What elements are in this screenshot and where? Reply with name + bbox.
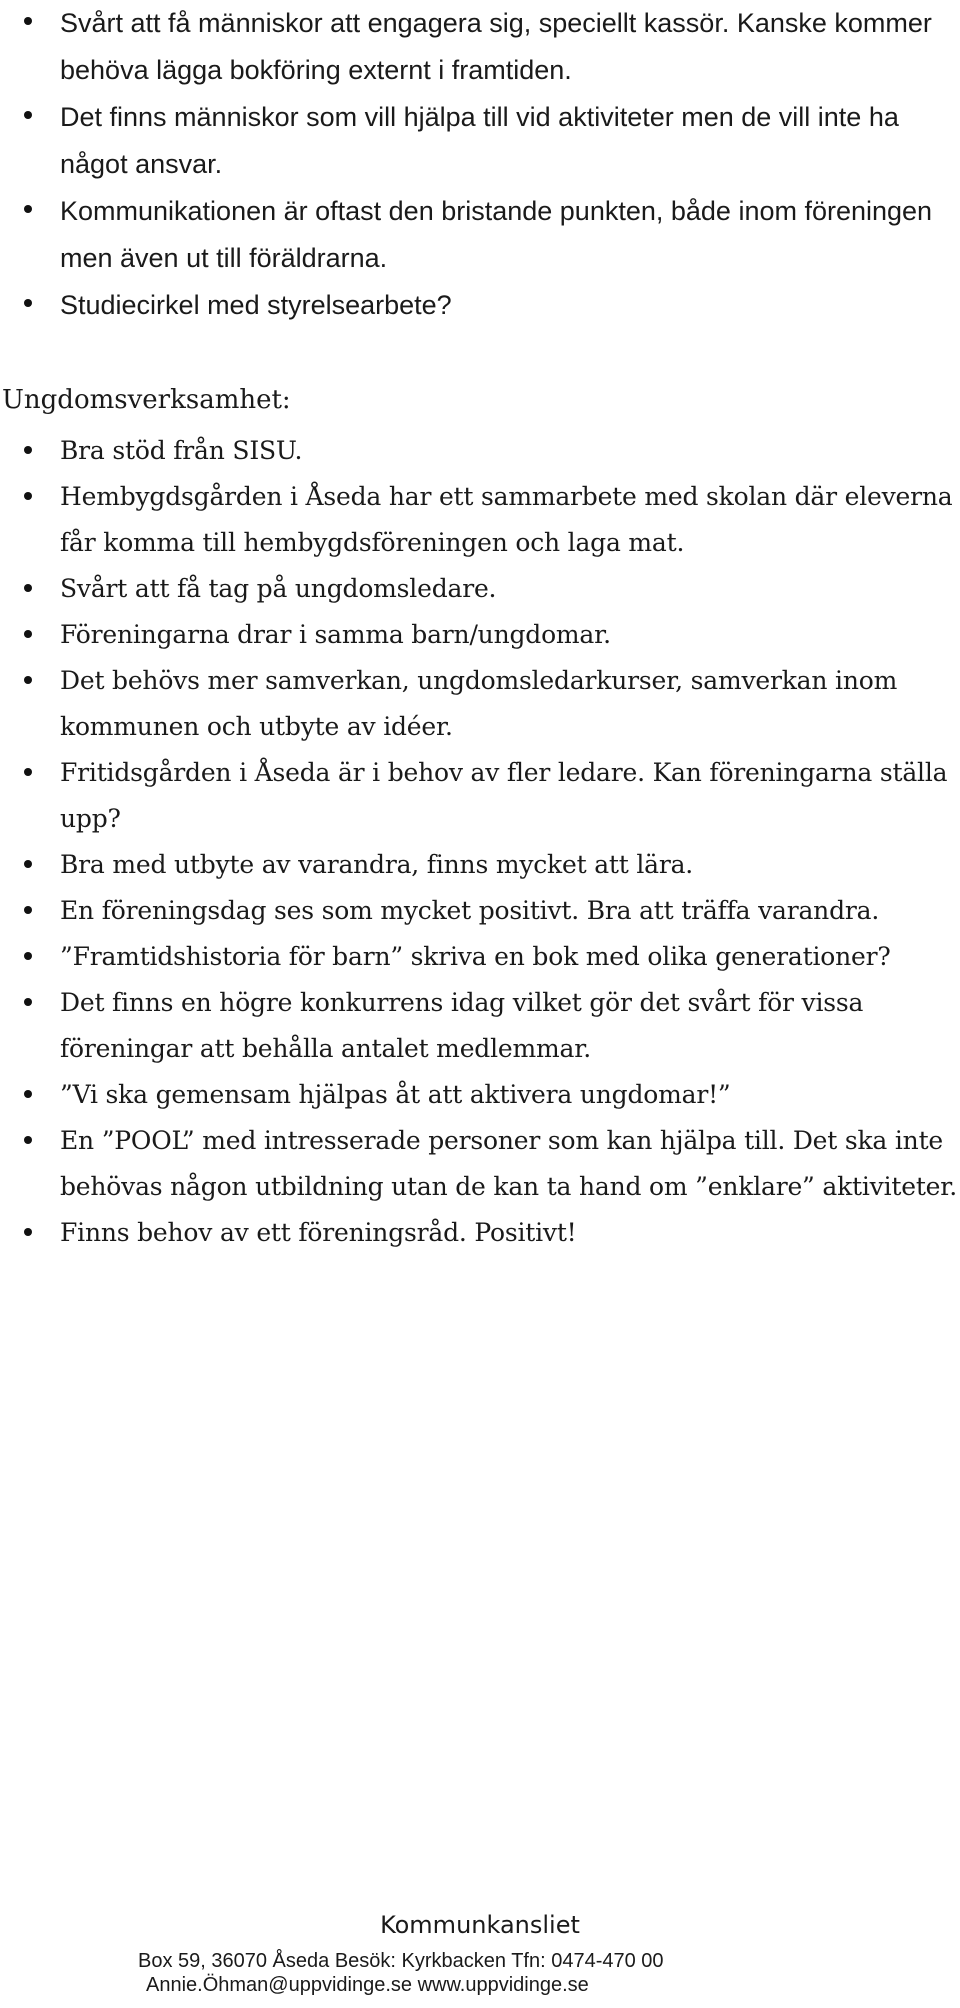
bullet-icon: [24, 860, 32, 868]
list-item: [0, 428, 960, 474]
list-item-text: Svårt att få tag på ungdomsledare.: [60, 574, 497, 603]
list-item-text: Bra stöd från SISU.: [60, 436, 303, 465]
list-item-text: Bra med utbyte av varandra, finns mycket att lära.: [60, 850, 694, 879]
list-item: [0, 612, 960, 658]
list-item: [0, 842, 960, 888]
list-item-text: Studiecirkel med styrelsearbete?: [60, 290, 452, 320]
bullet-icon: [24, 111, 32, 119]
list-item: [0, 750, 960, 842]
list-item-text: Det behövs mer samverkan, ungdomsledarkurser, samverkan inom kommunen och utbyte av idéer.: [60, 666, 898, 741]
bullet-icon: [24, 584, 32, 592]
list-item-text: Det finns en högre konkurrens idag vilket gör det svårt för vissa föreningar att behålla antalet medlemmar.: [60, 988, 864, 1063]
list-item-text: En föreningsdag ses som mycket positivt. Bra att träffa varandra.: [60, 896, 880, 925]
list-item: [0, 1118, 960, 1210]
list-item: [0, 282, 960, 329]
list-item-text: En ”POOL” med intresserade personer som kan hjälpa till. Det ska inte behövas någon utbildning utan de kan ta hand om ”enklare” aktiviteter.: [60, 1126, 958, 1201]
list-item: [0, 474, 960, 566]
bullet-icon: [24, 952, 32, 960]
list-item-text: Fritidsgården i Åseda är i behov av fler ledare. Kan föreningarna ställa upp?: [60, 758, 948, 833]
bullet-icon: [24, 492, 32, 500]
list-item-text: ”Vi ska gemensam hjälpas åt att aktivera ungdomar!”: [60, 1080, 731, 1109]
list-item-text: Kommunikationen är oftast den bristande punkten, både inom föreningen men även ut till föräldrarna.: [60, 196, 933, 273]
bullet-icon: [24, 768, 32, 776]
bullet-icon: [24, 1136, 32, 1144]
bullet-icon: [24, 1228, 32, 1236]
section-heading: Ungdomsverksamhet:: [2, 385, 291, 415]
list-item-text: Föreningarna drar i samma barn/ungdomar.: [60, 620, 611, 649]
list-item: [0, 934, 960, 980]
list-item: [0, 1072, 960, 1118]
list-item: [0, 566, 960, 612]
list-item: [0, 658, 960, 750]
bullet-icon: [24, 205, 32, 213]
list-item: [0, 1210, 960, 1256]
list-item-text: Det finns människor som vill hjälpa till vid aktiviteter men de vill inte ha något ansvar.: [60, 102, 899, 179]
bullet-icon: [24, 676, 32, 684]
bullet-icon: [24, 630, 32, 638]
footer-address: Box 59, 36070 Åseda Besök: Kyrkbacken Tfn: 0474-470 00: [138, 1950, 664, 1972]
bullet-icon: [24, 446, 32, 454]
list-item: [0, 0, 960, 94]
bullet-icon: [24, 998, 32, 1006]
footer-contact: Annie.Öhman@uppvidinge.se www.uppvidinge.se: [146, 1974, 589, 1996]
list-item: [0, 980, 960, 1072]
footer-title: Kommunkansliet: [380, 1911, 580, 1939]
top-bullet-list: [0, 0, 960, 329]
list-item-text: Hembygdsgården i Åseda har ett sammarbete med skolan där eleverna får komma till hembygdsföreningen och laga mat.: [60, 482, 953, 557]
bullet-icon: [24, 1090, 32, 1098]
list-item: [0, 94, 960, 188]
list-item-text: Svårt att få människor att engagera sig, speciellt kassör. Kanske kommer behöva lägga bokföring externt i framtiden.: [60, 8, 932, 85]
youth-bullet-list: [0, 428, 960, 1256]
list-item-text: Finns behov av ett föreningsråd. Positivt!: [60, 1218, 577, 1247]
list-item: [0, 188, 960, 282]
bullet-icon: [24, 299, 32, 307]
list-item-text: ”Framtidshistoria för barn” skriva en bok med olika generationer?: [60, 942, 891, 971]
bullet-icon: [24, 906, 32, 914]
bullet-icon: [24, 17, 32, 25]
list-item: [0, 888, 960, 934]
